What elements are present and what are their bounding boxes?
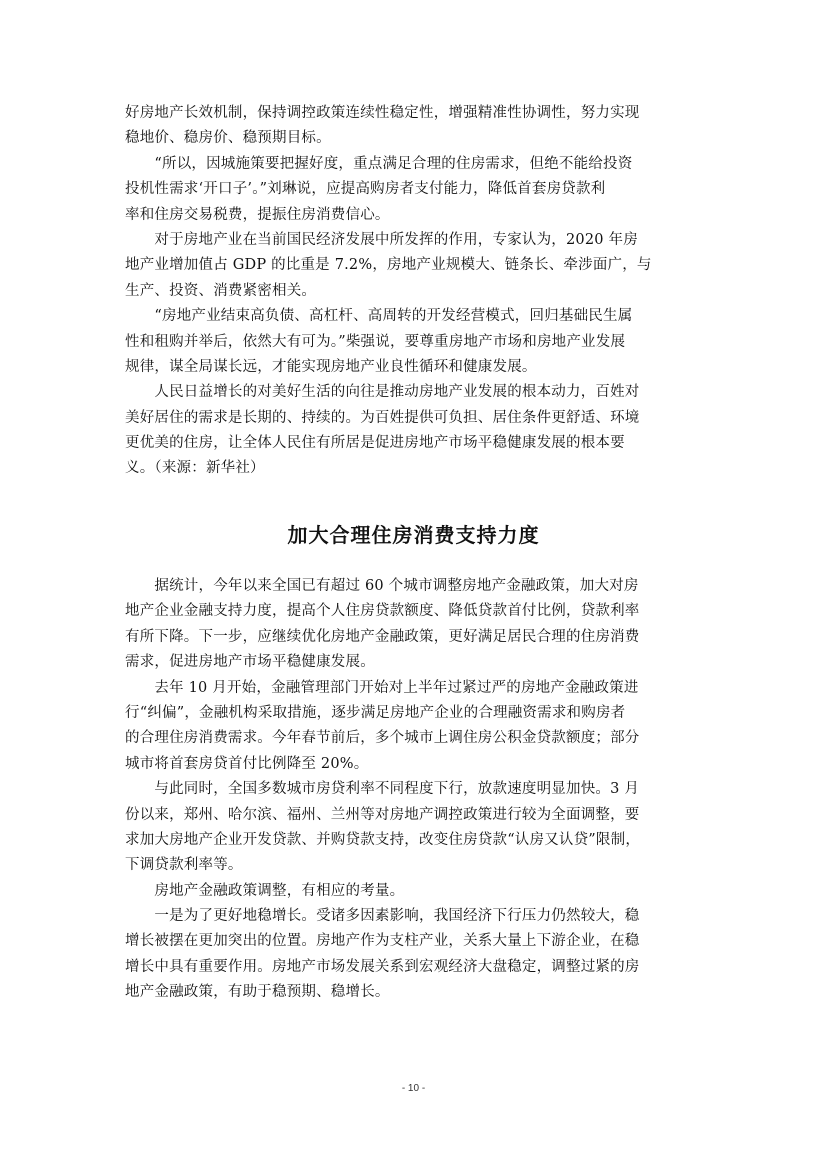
text-line: 性和租购并举后，依然大有可为。”柴强说，要尊重房地产市场和房地产业发展	[125, 333, 626, 350]
text-line: 与此同时，全国多数城市房贷利率不同程度下行，放款速度明显加快。3 月	[125, 781, 640, 798]
text-line: 人民日益增长的对美好生活的向往是推动房地产业发展的根本动力，百姓对	[125, 384, 640, 401]
text-line: 房地产金融政策调整，有相应的考量。	[125, 882, 405, 899]
text-line: 有所下降。下一步，应继续优化房地产金融政策，更好满足居民合理的住房消费	[125, 628, 640, 645]
text-line: 义。（来源：新华社）	[125, 460, 265, 477]
text-line: 增长中具有重要作用。房地产市场发展关系到宏观经济大盘稳定，调整过紧的房	[125, 958, 640, 975]
text-line: “所以，因城施策要把握好度，重点满足合理的住房需求，但绝不能给投资	[125, 155, 633, 172]
text-line: 地产企业金融支持力度，提高个人住房贷款额度、降低贷款首付比例，贷款利率	[125, 603, 640, 620]
text-line: 据统计，今年以来全国已有超过 60 个城市调整房地产金融政策，加大对房	[125, 578, 639, 594]
text-line: 一是为了更好地稳增长。受诸多因素影响，我国经济下行压力仍然较大，稳	[125, 908, 640, 925]
text-line: “房地产业结束高负债、高杠杆、高周转的开发经营模式，回归基础民生属	[125, 308, 633, 325]
text-line: 地产业增加值占 GDP 的比重是 7.2%，房地产业规模大、链条长、牵涉面广，与	[125, 257, 652, 274]
text-line: 美好居住的需求是长期的、持续的。为百姓提供可负担、居住条件更舒适、环境	[125, 409, 640, 426]
text-line: 规律，谋全局谋长远，才能实现房地产业良性循环和健康发展。	[125, 358, 537, 375]
text-line: 行“纠偏”，金融机构采取措施，逐步满足房地产企业的合理融资需求和购房者	[125, 704, 626, 721]
text-line: 地产金融政策，有助于稳预期、稳增长。	[125, 984, 390, 1001]
text-line: 好房地产长效机制，保持调控政策连续性稳定性，增强精准性协调性，努力实现	[125, 105, 640, 121]
text-line: 的合理住房消费需求。今年春节前后，多个城市上调住房公积金贷款额度；部分	[125, 730, 640, 747]
text-line: 对于房地产业在当前国民经济发展中所发挥的作用，专家认为，2020 年房	[125, 231, 638, 248]
text-line: 需求，促进房地产市场平稳健康发展。	[125, 654, 375, 671]
page-number: - 10 -	[401, 1083, 426, 1094]
text-line: 稳地价、稳房价、稳预期目标。	[125, 130, 331, 147]
text-line: 求加大房地产企业开发贷款、并购贷款支持，改变住房贷款“认房又认贷”限制，	[125, 831, 641, 848]
text-line: 下调贷款利率等。	[125, 857, 243, 874]
article-title: 加大合理住房消费支持力度	[287, 523, 540, 547]
text-line: 去年 10 月开始，金融管理部门开始对上半年过紧过严的房地产金融政策进	[125, 679, 639, 696]
article-continuation	[125, 101, 705, 482]
text-line: 增长被摆在更加突出的位置。房地产作为支柱产业，关系大量上下游企业，在稳	[125, 933, 640, 950]
text-line: 城市将首套房贷首付比例降至 20%。	[125, 755, 369, 772]
text-line: 生产、投资、消费紧密相关。	[125, 282, 317, 299]
article-body	[125, 574, 705, 1006]
text-line: 份以来，郑州、哈尔滨、福州、兰州等对房地产调控政策进行较为全面调整，要	[125, 806, 640, 823]
text-line: 投机性需求‘开口子’。”刘琳说，应提高购房者支付能力，降低首套房贷款利	[125, 181, 606, 198]
text-line: 率和住房交易税费，提振住房消费信心。	[125, 206, 390, 223]
text-line: 更优美的住房，让全体人民住有所居是促进房地产市场平稳健康发展的根本要	[125, 435, 625, 452]
